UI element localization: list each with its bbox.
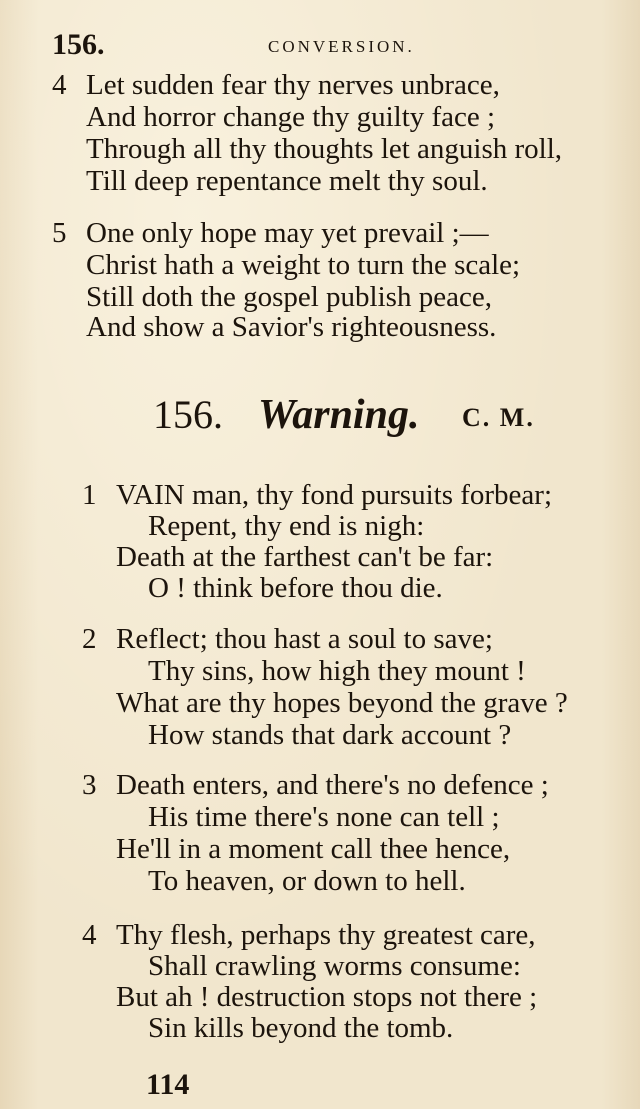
verse-line: And show a Savior's righteousness. bbox=[86, 311, 497, 343]
verse-line: Let sudden fear thy nerves unbrace, bbox=[86, 69, 500, 101]
verse-line: One only hope may yet prevail ;— bbox=[86, 217, 489, 249]
verse-line: Repent, thy end is nigh: bbox=[148, 510, 425, 542]
footer-page-number: 114 bbox=[146, 1068, 190, 1101]
hymn-title: Warning. bbox=[258, 392, 420, 438]
verse-line: He'll in a moment call thee hence, bbox=[116, 833, 511, 865]
verse-line: Death enters, and there's no defence ; bbox=[116, 769, 549, 801]
header-page-number: 156. bbox=[52, 28, 105, 61]
verse-line: His time there's none can tell ; bbox=[148, 801, 500, 833]
verse-number: 4 bbox=[82, 919, 97, 951]
verse-line: Through all thy thoughts let anguish roll, bbox=[86, 133, 563, 165]
verse-number: 1 bbox=[82, 479, 97, 511]
verse-number: 4 bbox=[52, 69, 67, 101]
verse-line: Reflect; thou hast a soul to save; bbox=[116, 623, 493, 655]
verse-line: And horror change thy guilty face ; bbox=[86, 101, 496, 133]
verse-line: O ! think before thou die. bbox=[148, 572, 443, 604]
verse-line: How stands that dark account ? bbox=[148, 719, 512, 751]
running-head: CONVERSION. bbox=[268, 37, 415, 56]
page-header bbox=[0, 28, 640, 64]
verse-line: Sin kills beyond the tomb. bbox=[148, 1012, 454, 1044]
verse-number: 2 bbox=[82, 623, 97, 655]
verse-line: Thy flesh, perhaps thy greatest care, bbox=[116, 919, 536, 951]
verse-number: 5 bbox=[52, 217, 67, 249]
verse-line: Christ hath a weight to turn the scale; bbox=[86, 249, 521, 281]
verse-line: Shall crawling worms consume: bbox=[148, 950, 521, 982]
verse-line: Thy sins, how high they mount ! bbox=[148, 655, 526, 687]
verse-line: Till deep repentance melt thy soul. bbox=[86, 165, 488, 197]
verse-line: What are thy hopes beyond the grave ? bbox=[116, 687, 568, 719]
verse-line: Still doth the gospel publish peace, bbox=[86, 281, 492, 313]
verse-line: To heaven, or down to hell. bbox=[148, 865, 466, 897]
hymn-meter: C. M. bbox=[462, 403, 535, 432]
verse-line: But ah ! destruction stops not there ; bbox=[116, 981, 538, 1013]
verse-line: VAIN man, thy fond pursuits forbear; bbox=[116, 479, 553, 511]
hymn-number: 156. bbox=[153, 392, 223, 437]
verse-number: 3 bbox=[82, 769, 97, 801]
hymn-heading bbox=[0, 392, 640, 442]
verse-line: Death at the farthest can't be far: bbox=[116, 541, 494, 573]
